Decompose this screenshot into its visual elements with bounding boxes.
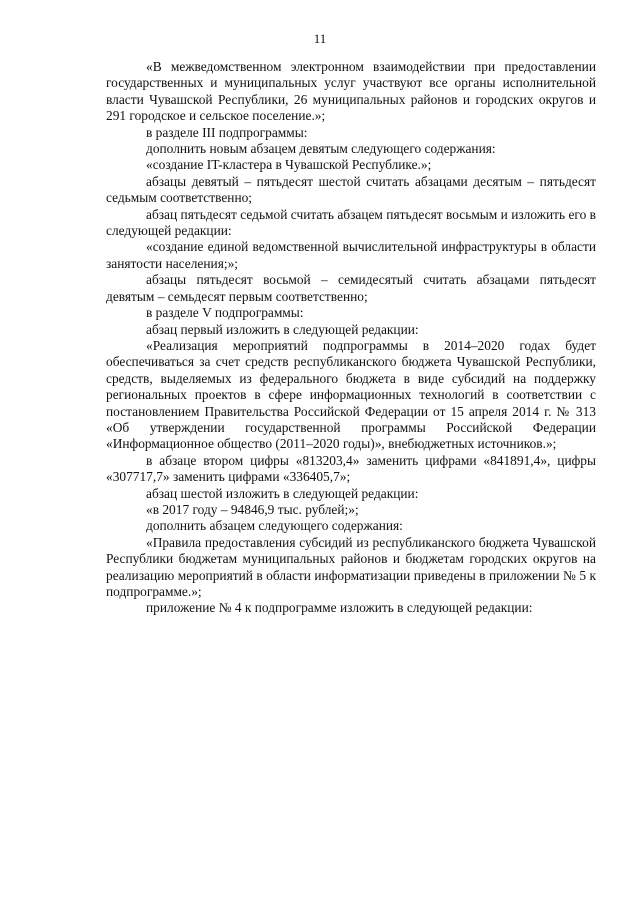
paragraph: «создание IT-кластера в Чувашской Республике.»;: [146, 157, 432, 173]
paragraph: «в 2017 году – 94846,9 тыс. рублей;»;: [146, 501, 359, 517]
paragraph: «В межведомственном электронном взаимодействии при предоставлении государственных и муниципальных услуг участвуют все органы исполнительной власти Чувашской Республики, 26 муниципальных районов и городских округов и 291 городское и сельское поселение.»;: [106, 59, 596, 124]
paragraph: абзацы девятый – пятьдесят шестой считать абзацами десятым – пятьдесят седьмым соответственно;: [106, 173, 596, 206]
paragraph: «создание единой ведомственной вычислительной инфраструктуры в области занятости населения;»;: [106, 239, 596, 271]
paragraph: в разделе III подпрограммы:: [146, 124, 308, 140]
paragraph: «Правила предоставления субсидий из республиканского бюджета Чувашской Республики бюджетам муниципальных районов и бюджетам городских округов на реализацию мероприятий в области информатизации приведены в приложении № 5 к подпрограмме.»;: [106, 534, 596, 599]
paragraph: в разделе V подпрограммы:: [146, 305, 304, 321]
paragraph: «Реализация мероприятий подпрограммы в 2014–2020 годах будет обеспечиваться за счет средств республиканского бюджета Чувашской Республики, средств, выделяемых из федерального бюджета в виде субсидий на поддержку региональных проектов в сфере информационных технологий в соответствии с постановлением Правительства Российской Федерации от 15 апреля 2014 г. № 313 «Об утверждении государственной программы Российской Федерации «Информационное общество (2011–2020 годы)», внебюджетных источников.»;: [106, 337, 596, 452]
paragraph: абзац первый изложить в следующей редакции:: [146, 321, 419, 337]
paragraph: приложение № 4 к подпрограмме изложить в следующей редакции:: [146, 600, 533, 616]
paragraph: дополнить абзацем следующего содержания:: [146, 518, 403, 534]
paragraph: абзацы пятьдесят восьмой – семидесятый считать абзацами пятьдесят девятым – семьдесят первым соответственно;: [106, 272, 596, 304]
paragraph: в абзаце втором цифры «813203,4» заменить цифрами «841891,4», цифры «307717,7» заменить цифрами «336405,7»;: [106, 452, 596, 485]
paragraph: дополнить новым абзацем девятым следующего содержания:: [146, 141, 496, 157]
paragraph: абзац шестой изложить в следующей редакции:: [146, 485, 419, 501]
page-number: 11: [313, 31, 327, 46]
paragraph: абзац пятьдесят седьмой считать абзацем пятьдесят восьмым и изложить его в следующей редакции:: [106, 206, 596, 239]
document-body: [106, 59, 596, 617]
